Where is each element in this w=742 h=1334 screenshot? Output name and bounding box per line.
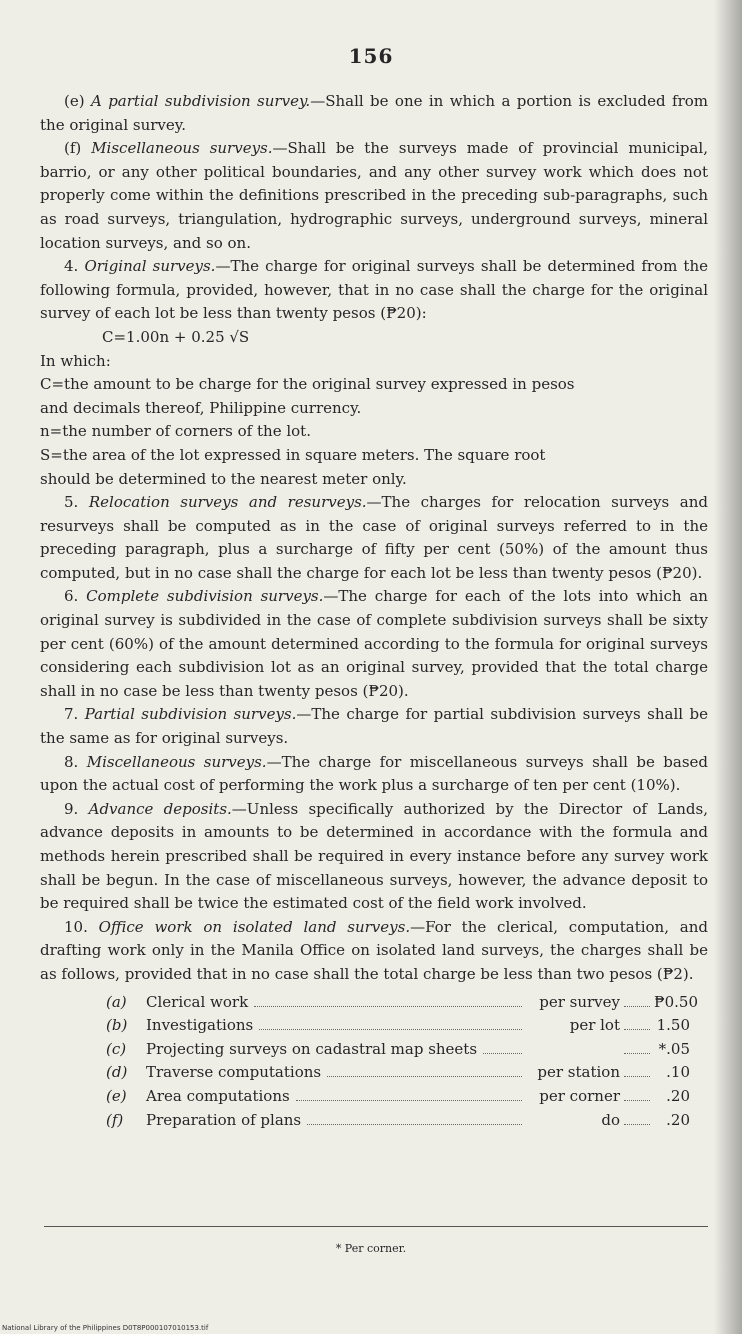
dot-leader (624, 1076, 650, 1077)
dot-leader (259, 1029, 522, 1030)
schedule-row: (e) Area computations per corner .20 (106, 1086, 690, 1105)
definition-c-continued: and decimals thereof, Philippine currency. (40, 398, 362, 417)
in-which-label: In which: (40, 351, 111, 370)
dot-leader (327, 1076, 522, 1077)
schedule-row: (b) Investigations per lot 1.50 (106, 1016, 690, 1035)
dot-leader (624, 1006, 650, 1007)
section-4-original-surveys: 4. Original surveys.—The charge for original surveys shall be determined from the following formula, provided, however, that in no case shall the charge for the original survey of each lot be less than twenty pesos (₱20): (40, 257, 708, 323)
schedule-row: (d) Traverse computations per station .10 (106, 1063, 690, 1082)
paragraph-sub-e: (e) A partial subdivision survey.—Shall be one in which a portion is excluded from the original survey. (40, 92, 708, 134)
definition-s: S=the area of the lot expressed in square meters. The square root (40, 445, 546, 464)
section-10-office-work: 10. Office work on isolated land surveys.—For the clerical, computation, and drafting work only in the Manila Office on isolated land surveys, the charges shall be as follows, provided that in no case shall the total charge be less than two pesos (₱2). (40, 917, 708, 983)
section-8-miscellaneous-surveys: 8. Miscellaneous surveys.—The charge for miscellaneous surveys shall be based upon the actual cost of performing the work plus a surcharge of ten per cent (10%). (40, 752, 708, 795)
definition-s-continued: should be determined to the nearest meter only. (40, 469, 407, 488)
dot-leader (624, 1100, 650, 1101)
charges-schedule (106, 991, 698, 1133)
footnote-divider (44, 1226, 708, 1227)
definition-n: n=the number of corners of the lot. (40, 422, 311, 441)
section-6-complete-subdivision: 6. Complete subdivision surveys.—The charge for each of the lots into which an original survey is subdivided in the case of complete subdivision surveys shall be sixty per cent (60%) of the amount determined according to the formula for original surveys considering each subdivision lot as an original survey, provided that the total charge shall in no case be less than twenty pesos (₱20). (40, 587, 708, 700)
footnote: * Per corner. (335, 1242, 407, 1255)
section-7-partial-subdivision: 7. Partial subdivision surveys.—The charge for partial subdivision surveys shall be the same as for original surveys. (40, 705, 708, 748)
page-body (40, 90, 708, 1132)
schedule-row: (a) Clerical work per survey ₱0.50 (106, 992, 698, 1011)
page-number: 156 (348, 44, 394, 68)
schedule-row: (f) Preparation of plans do .20 (106, 1110, 690, 1129)
paragraph-sub-f: (f) Miscellaneous surveys.—Shall be the surveys made of provincial municipal, barrio, or any other political boundaries, and any other survey work which does not properly come within the definitions prescribed in the preceding sub-paragraphs, such as road surveys, triangulation, hydrographic surveys, underground surveys, mineral location surveys, and so on. (40, 139, 708, 252)
dot-leader (483, 1053, 522, 1054)
page-edge-shadow (714, 0, 742, 1334)
dot-leader (624, 1053, 650, 1054)
dot-leader (296, 1100, 522, 1101)
fee-formula: C=1.00n + 0.25 √S (102, 327, 250, 346)
dot-leader (624, 1124, 650, 1125)
schedule-row: (c) Projecting surveys on cadastral map sheets *.05 (106, 1039, 690, 1058)
section-9-advance-deposits: 9. Advance deposits.—Unless specifically authorized by the Director of Lands, advance deposits in amounts to be determined in accordance with the formula and methods herein prescribed shall be required in every instance before any survey work shall be begun. In the case of miscellaneous surveys, however, the advance deposit to be required shall be twice the estimated cost of the field work involved. (40, 799, 708, 913)
library-scan-mark: National Library of the Philippines D0T8P000107010153.tif (2, 1324, 209, 1332)
dot-leader (307, 1124, 522, 1125)
dot-leader (254, 1006, 522, 1007)
section-5-relocation-surveys: 5. Relocation surveys and resurveys.—The charges for relocation surveys and resurveys shall be computed as in the case of original surveys referred to in the preceding paragraph, plus a surcharge of fifty per cent (50%) of the amount thus computed, but in no case shall the charge for each lot be less than twenty pesos (₱20). (40, 493, 708, 582)
dot-leader (624, 1029, 650, 1030)
definition-c: C=the amount to be charge for the original survey expressed in pesos (40, 375, 575, 394)
